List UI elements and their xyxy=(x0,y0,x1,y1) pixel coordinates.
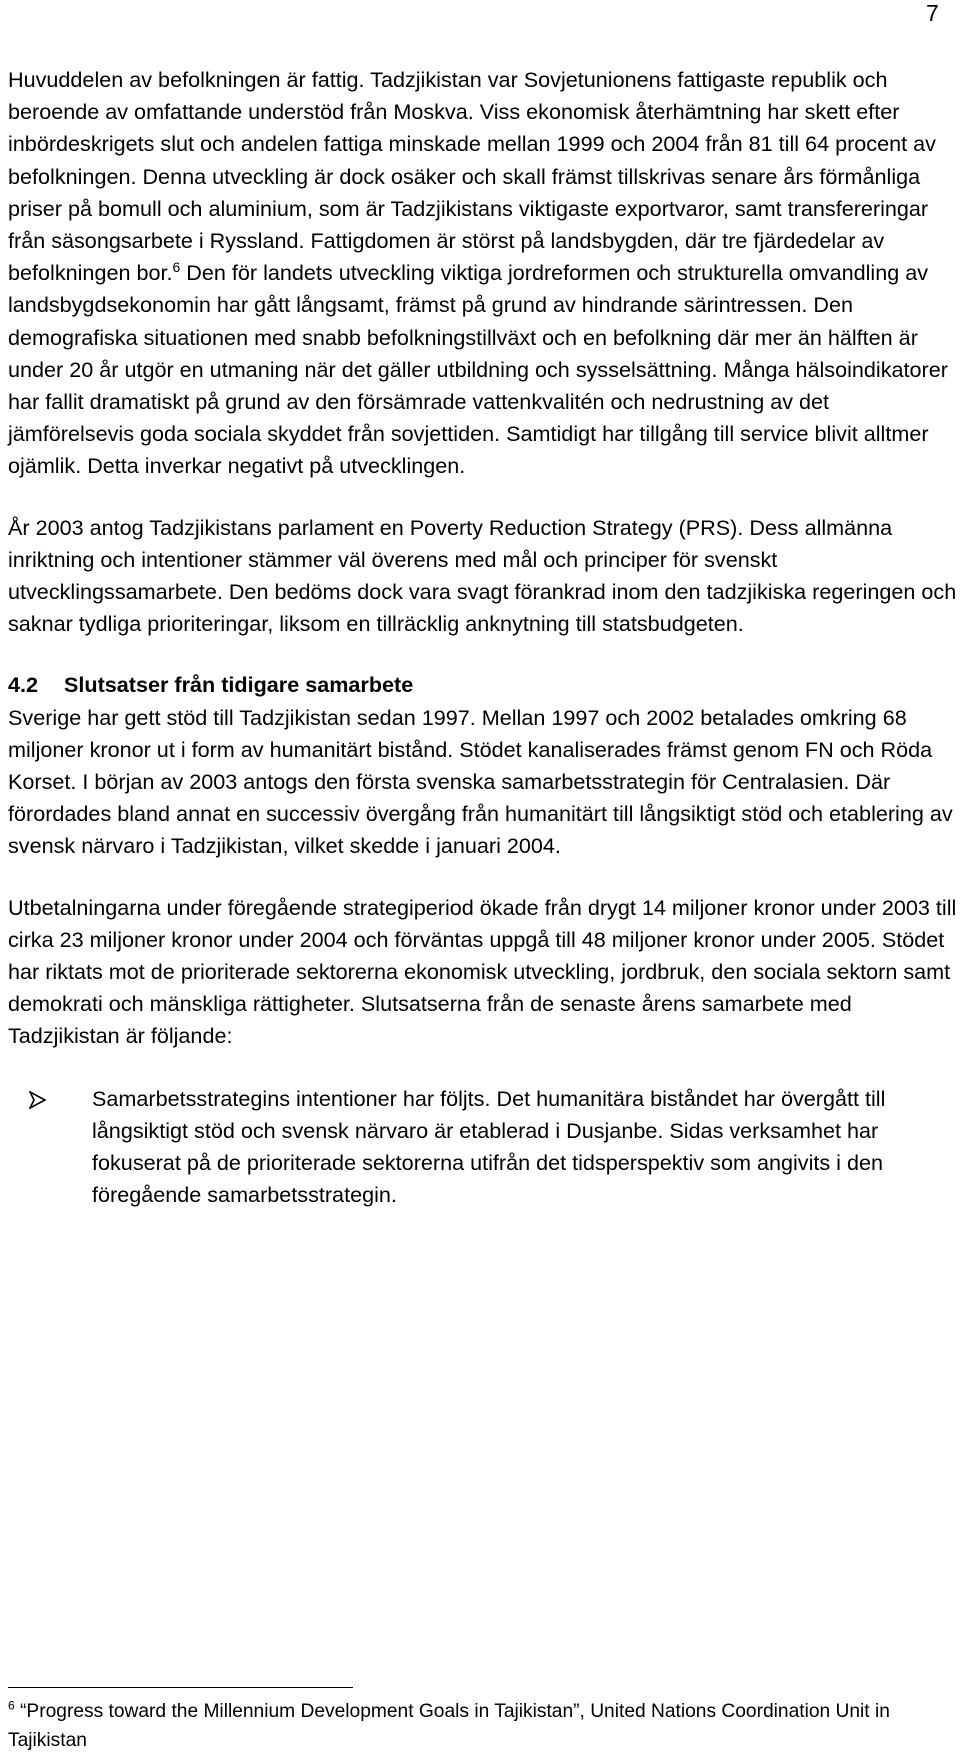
footnote xyxy=(8,1697,948,1755)
footnote-separator xyxy=(8,1687,353,1688)
section-title: Slutsatser från tidigare samarbete xyxy=(64,672,414,698)
paragraph-disbursements: Utbetalningarna under föregående strategiperiod ökade från drygt 14 miljoner kronor under 2003 till cirka 23 miljoner kronor under 2004 och förväntas uppgå till 48 miljoner kronor under 2005. Stödet har riktats mot de prioriterade sektorerna ekonomisk utveckling, jordbruk, den sociala sektorn samt demokrati och mänskliga rättigheter. Slutsatserna från de senaste årens samarbete med Tadzjikistan är följande: xyxy=(8,894,957,1049)
list-item-text: Samarbetsstrategins intentioner har följts. Det humanitära biståndet har övergått till långsiktigt stöd och svensk närvaro är etablerad i Dusjanbe. Sidas verksamhet har fokuserat på de prioriterade sektorerna utifrån det tidsperspektiv som angivits i den föregående samarbetsstrategin. xyxy=(92,1085,886,1208)
paragraph-poverty-part1: Huvuddelen av befolkningen är fattig. Tadzjikistan var Sovjetunionens fattigaste republik och beroende av omfattande understöd från Moskva. Viss ekonomisk återhämtning har skett efter inbördeskrigets slut och andelen fattiga minskade mellan 1999 och 2004 från 81 till 64 procent av befolkningen. Denna utveckling är dock osäker och skall främst tillskrivas senare års förmånliga priser på bomull och aluminium, som är Tadzjikistans viktigaste exportvaror, samt transfereringar från säsongsarbete i Ryssland. Fattigdomen är störst på landsbygden, där tre fjärdedelar av befolkningen bor. xyxy=(8,67,936,286)
paragraph-poverty xyxy=(8,64,958,483)
document-body xyxy=(8,64,958,1212)
footnote-reference[interactable]: 6 xyxy=(172,259,181,276)
footnote-number: 6 xyxy=(8,1698,15,1713)
section-heading xyxy=(8,669,958,701)
paragraph-poverty-part2: Den för landets utveckling viktiga jordreformen och strukturella omvandling av landsbygdsekonomin har gått långsamt, främst på grund av hindrande särintressen. Den demografiska situationen med snabb befolkningstillväxt och en befolkning där mer än hälften är under 20 år utgör en utmaning när det gäller utbildning och sysselsättning. Många hälsoindikatorer har fallit dramatiskt på grund av den försämrade vattenkvalitén och nedrustning av det jämförelsevis goda sociala skyddet från sovjettiden. Samtidigt har tillgång till service blivit alltmer ojämlik. Detta inverkar negativt på utvecklingen. xyxy=(8,260,948,479)
page-number: 7 xyxy=(926,0,939,26)
conclusions-list xyxy=(8,1083,958,1212)
footnote-text: “Progress toward the Millennium Development Goals in Tajikistan”, United Nations Coordination Unit in Tajikistan xyxy=(8,1701,890,1751)
list-item xyxy=(8,1083,958,1212)
arrowhead-bullet-icon xyxy=(8,1083,92,1109)
paragraph-prs: År 2003 antog Tadzjikistans parlament en Poverty Reduction Strategy (PRS). Dess allmänna inriktning och intentioner stämmer väl överens med mål och principer för svenskt utvecklingssamarbete. Den bedöms dock vara svagt förankrad inom den tadzjikiska regeringen och saknar tydliga prioriteringar, liksom en tillräcklig anknytning till statsbudgeten. xyxy=(8,514,957,637)
paragraph-swedish-support: Sverige har gett stöd till Tadzjikistan sedan 1997. Mellan 1997 och 2002 betalades omkring 68 miljoner kronor ut i form av humanitärt bistånd. Stödet kanaliserades främst genom FN och Röda Korset. I början av 2003 antogs den första svenska samarbetsstrategin för Centralasien. Där förordades bland annat en successiv övergång från humanitärt till långsiktigt stöd och etablering av svensk närvaro i Tadzjikistan, vilket skedde i januari 2004. xyxy=(8,704,953,859)
section-number: 4.2 xyxy=(8,672,39,698)
